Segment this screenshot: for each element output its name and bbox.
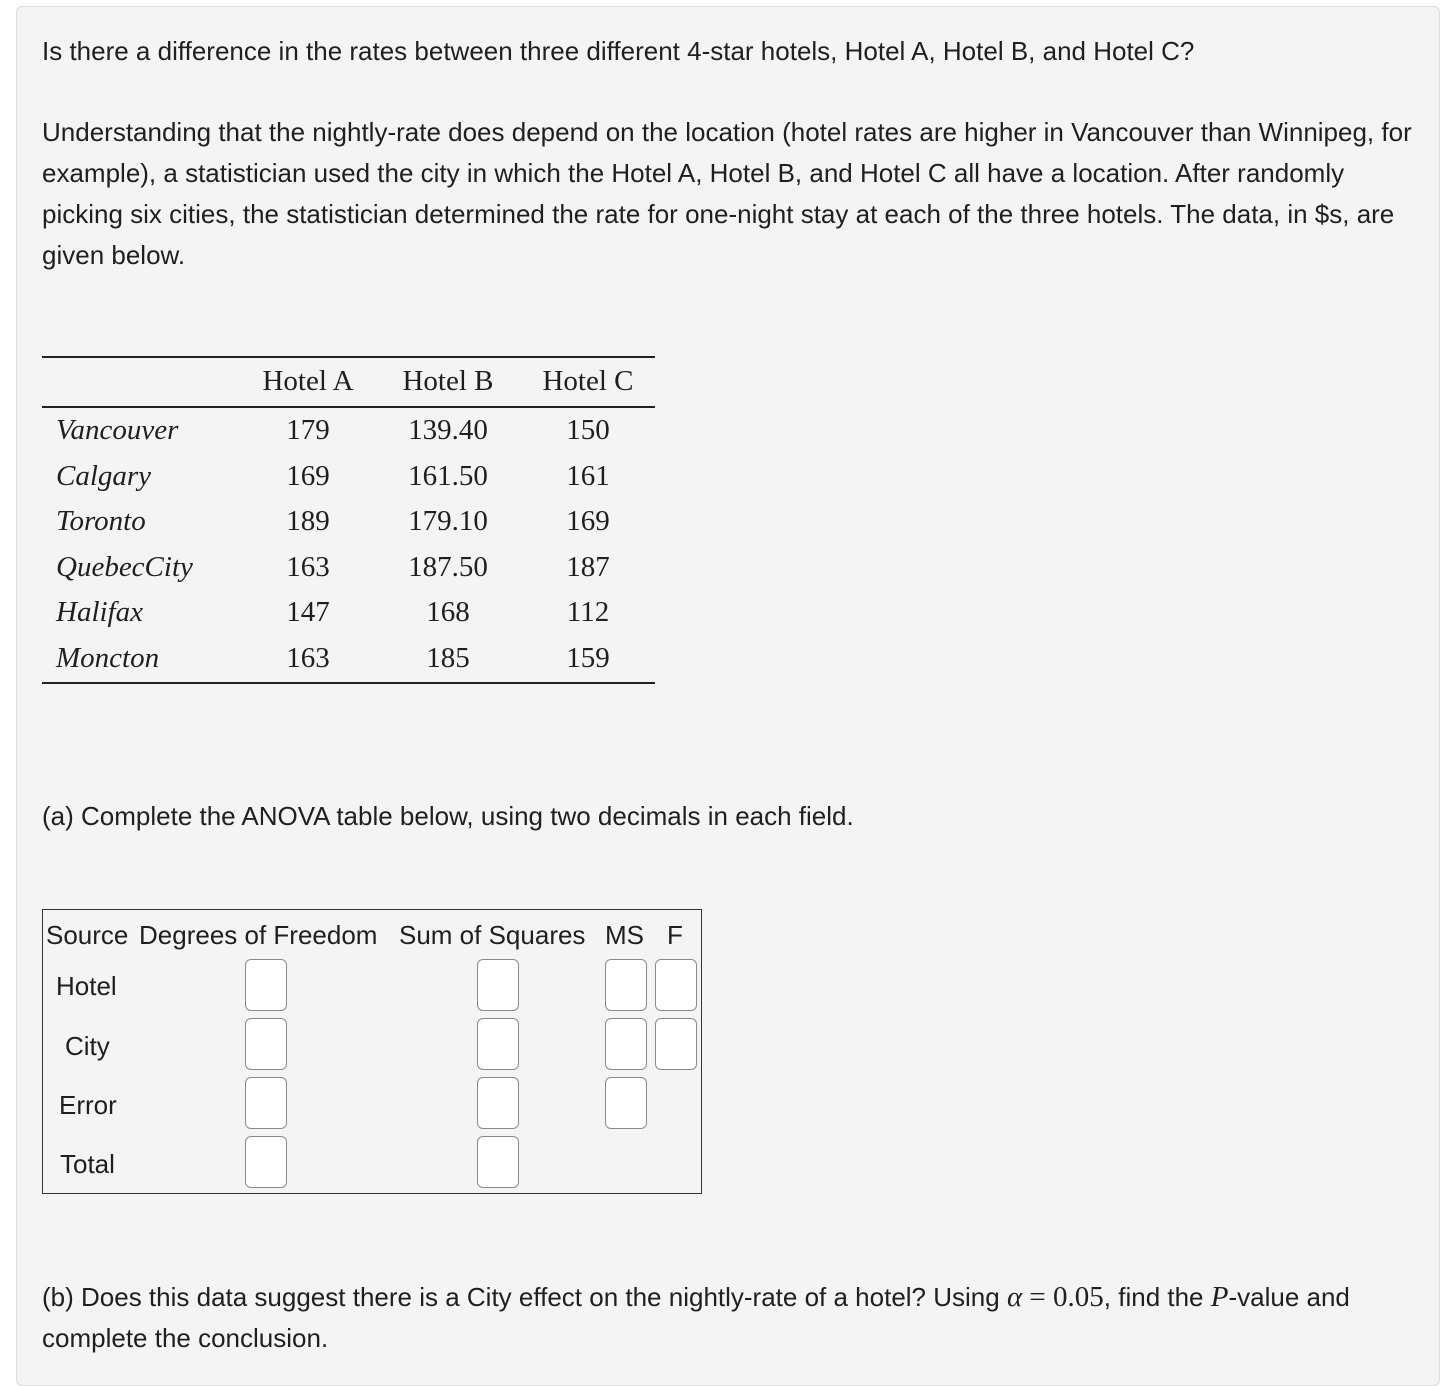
city-name: Calgary [56, 459, 152, 492]
city-name: Moncton [56, 641, 160, 674]
rate-hotel-a: 179 [286, 414, 330, 446]
rate-hotel-b: 161.50 [408, 459, 488, 492]
anova-header-ss: Sum of Squares [399, 920, 586, 950]
city-ms-input[interactable] [605, 1018, 647, 1070]
rate-hotel-c: 161 [566, 459, 610, 492]
rate-hotel-a: 169 [286, 459, 330, 492]
total-ss-input[interactable] [477, 1136, 519, 1188]
rate-hotel-c: 159 [566, 641, 610, 674]
header-hotel-a: Hotel A [262, 365, 354, 397]
rate-hotel-b: 179.10 [408, 505, 488, 537]
hotel-f-input[interactable] [655, 959, 697, 1011]
part-b-text-1: (b) Does this data suggest there is a City effect on the nightly-rate of a hotel? Using [42, 1282, 1007, 1312]
city-name: QuebecCity [56, 550, 193, 583]
anova-row-hotel: Hotel [56, 971, 117, 1001]
hotel-df-input[interactable] [245, 959, 287, 1011]
p-symbol: P [1210, 1281, 1229, 1313]
anova-row-city: City [65, 1031, 110, 1061]
alpha-value: 0.05 [1053, 1281, 1104, 1313]
question-text: Is there a difference in the rates between three different 4-star hotels, Hotel A, Hotel B, and Hotel C? [42, 36, 1195, 66]
rate-hotel-c: 112 [566, 596, 610, 628]
rate-hotel-a: 147 [286, 596, 330, 628]
table-row [42, 499, 655, 545]
table-row [42, 590, 655, 636]
rate-hotel-b: 187.50 [408, 550, 488, 583]
error-ms-input[interactable] [605, 1077, 647, 1129]
city-name: Toronto [56, 505, 146, 537]
city-ss-input[interactable] [477, 1018, 519, 1070]
alpha-expression [1007, 1281, 1104, 1313]
header-hotel-b: Hotel B [402, 365, 494, 397]
anova-row-total: Total [60, 1149, 115, 1179]
anova-header-df: Degrees of Freedom [139, 920, 378, 950]
city-df-input[interactable] [245, 1018, 287, 1070]
table-body [42, 408, 655, 682]
rate-hotel-b: 139.40 [408, 414, 488, 446]
rate-hotel-a: 189 [286, 505, 330, 537]
anova-table [42, 909, 702, 1194]
p-symbol-wrap [1211, 1281, 1229, 1313]
table-row [42, 636, 655, 682]
anova-header-ms: MS [605, 920, 644, 950]
rate-hotel-c: 150 [566, 414, 610, 446]
rate-hotel-a: 163 [286, 641, 330, 674]
hotel-ms-input[interactable] [605, 959, 647, 1011]
city-f-input[interactable] [655, 1018, 697, 1070]
rate-hotel-b: 185 [426, 641, 470, 674]
table-header-row [42, 358, 655, 408]
rate-hotel-b: 168 [426, 596, 470, 628]
error-df-input[interactable] [245, 1077, 287, 1129]
alpha-symbol: α [1006, 1281, 1023, 1313]
error-ss-input[interactable] [477, 1077, 519, 1129]
table-row [42, 545, 655, 591]
rate-hotel-c: 187 [566, 550, 610, 583]
table-row [42, 408, 655, 454]
table-row [42, 454, 655, 500]
part-b-question [42, 1277, 1412, 1359]
part-b-text-3: -value and complete the conclusion. [42, 1282, 1350, 1353]
part-b-text-2: , find the [1103, 1282, 1211, 1312]
rate-hotel-a: 163 [286, 550, 330, 583]
rate-hotel-c: 169 [566, 505, 610, 537]
alpha-equals: = [1022, 1281, 1054, 1313]
anova-header-f: F [667, 920, 683, 950]
city-name: Vancouver [56, 414, 179, 446]
hotel-rates-table [42, 356, 655, 684]
anova-row-error: Error [59, 1090, 117, 1120]
context-text: Understanding that the nightly-rate does depend on the location (hotel rates are higher in Vancouver than Winnipeg, for example), a statistician used the city in which the Hotel A, Hotel B, and Hotel C all have a location. After randomly picking six cities, the statistician determined the rate for one-night stay at each of the three hotels. The data, in $s, are given below. [42, 117, 1412, 270]
total-df-input[interactable] [245, 1136, 287, 1188]
city-name: Halifax [56, 596, 143, 628]
part-a-instructions: (a) Complete the ANOVA table below, using two decimals in each field. [42, 801, 854, 831]
hotel-ss-input[interactable] [477, 959, 519, 1011]
header-hotel-c: Hotel C [542, 365, 634, 397]
anova-header-source: Source [46, 920, 129, 950]
